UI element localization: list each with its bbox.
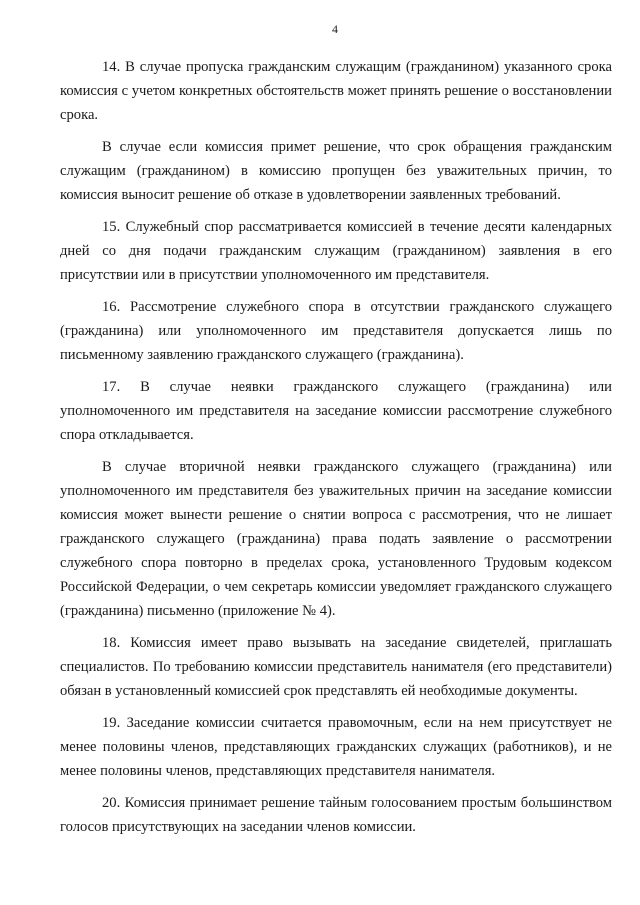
paragraph-18: 18. Комиссия имеет право вызывать на заседание свидетелей, приглашать специалистов. По требованию комиссии представитель нанимателя (его представители) обязан в установленный комиссией срок представлять ей необходимые документы. — [60, 635, 612, 699]
paragraph-16: 16. Рассмотрение служебного спора в отсутствии гражданского служащего (гражданина) или уполномоченного им представителя допускается лишь по письменному заявлению гражданского служащего (гражданина). — [60, 299, 612, 363]
page-number: 4 — [332, 22, 338, 36]
document-body — [60, 55, 612, 847]
paragraph-15: 15. Служебный спор рассматривается комиссией в течение десяти календарных дней со дня подачи гражданским служащим (гражданином) заявления в его присутствии или в присутствии уполномоченного им представителя. — [60, 219, 612, 283]
paragraph-17: 17. В случае неявки гражданского служащего (гражданина) или уполномоченного им представителя на заседание комиссии рассмотрение служебного спора откладывается. — [60, 379, 612, 443]
paragraph-17-continuation: В случае вторичной неявки гражданского служащего (гражданина) или уполномоченного им представителя без уважительных причин на заседание комиссии комиссия может вынести решение о снятии вопроса с рассмотрения, что не лишает гражданского служащего (гражданина) права подать заявление о рассмотрении служебного спора повторно в пределах срока, установленного Трудовым кодексом Российской Федерации, о чем секретарь комиссии уведомляет гражданского служащего (гражданина) письменно (приложение № 4). — [60, 459, 612, 619]
paragraph-19: 19. Заседание комиссии считается правомочным, если на нем присутствует не менее половины членов, представляющих гражданских служащих (работников), и не менее половины членов, представляющих представителя нанимателя. — [60, 715, 612, 779]
paragraph-20: 20. Комиссия принимает решение тайным голосованием простым большинством голосов присутствующих на заседании членов комиссии. — [60, 795, 612, 835]
paragraph-14: 14. В случае пропуска гражданским служащим (гражданином) указанного срока комиссия с учетом конкретных обстоятельств может принять решение о восстановлении срока. — [60, 59, 612, 123]
paragraph-14-continuation: В случае если комиссия примет решение, что срок обращения гражданским служащим (гражданином) в комиссию пропущен без уважительных причин, то комиссия выносит решение об отказе в удовлетворении заявленных требований. — [60, 139, 612, 203]
